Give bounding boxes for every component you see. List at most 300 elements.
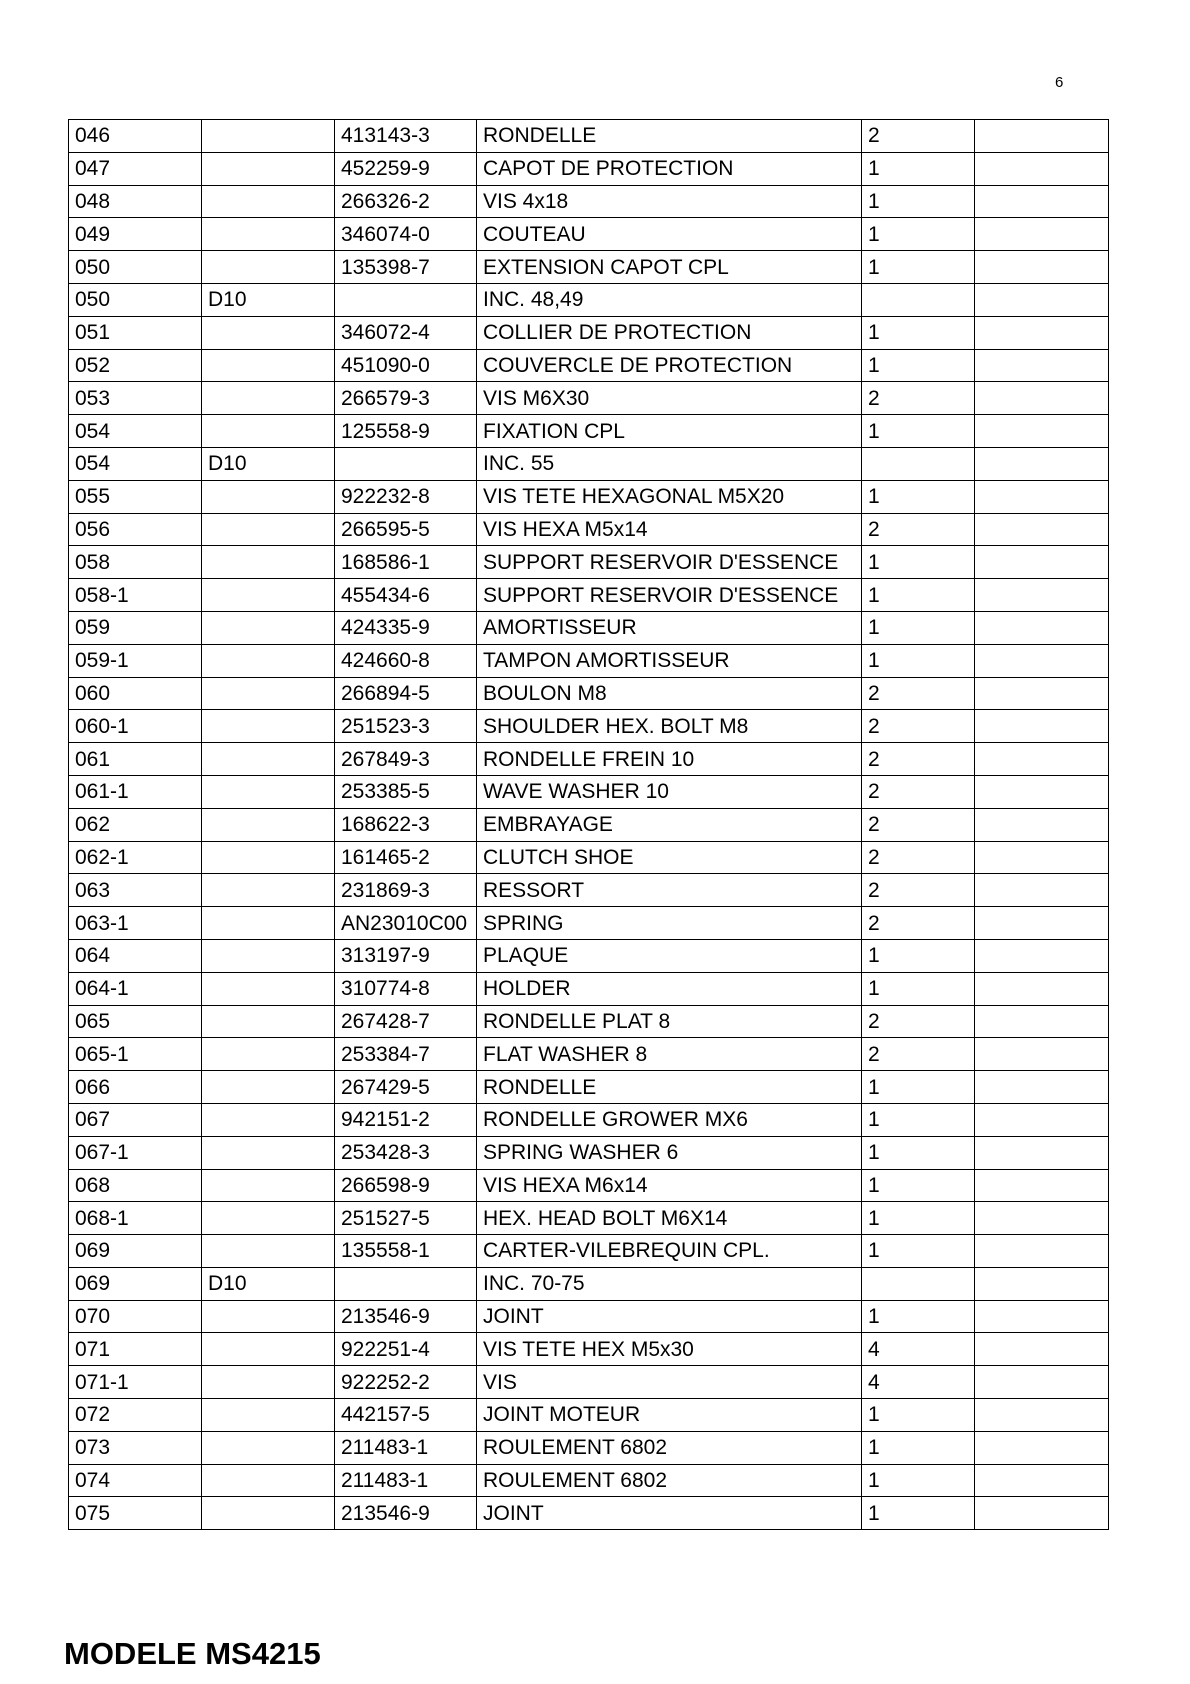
code-cell xyxy=(202,677,335,710)
description-cell: JOINT MOTEUR xyxy=(477,1399,862,1432)
description-cell: SUPPORT RESERVOIR D'ESSENCE xyxy=(477,546,862,579)
table-row xyxy=(69,1103,1109,1136)
part-number-cell: 922232-8 xyxy=(335,480,477,513)
table-row xyxy=(69,1202,1109,1235)
table-row xyxy=(69,1071,1109,1104)
note-cell xyxy=(975,1038,1109,1071)
part-number-cell xyxy=(335,1267,477,1300)
code-cell xyxy=(202,513,335,546)
code-cell xyxy=(202,579,335,612)
table-row xyxy=(69,1497,1109,1530)
table-row xyxy=(69,743,1109,776)
code-cell xyxy=(202,1235,335,1268)
table-row xyxy=(69,1333,1109,1366)
note-cell xyxy=(975,513,1109,546)
quantity-cell: 4 xyxy=(862,1366,975,1399)
quantity-cell: 2 xyxy=(862,775,975,808)
quantity-cell: 2 xyxy=(862,874,975,907)
note-cell xyxy=(975,644,1109,677)
part-number-cell: 267429-5 xyxy=(335,1071,477,1104)
table-row xyxy=(69,775,1109,808)
position-cell: 067 xyxy=(69,1103,202,1136)
note-cell xyxy=(975,447,1109,480)
position-cell: 064-1 xyxy=(69,972,202,1005)
code-cell xyxy=(202,1005,335,1038)
position-cell: 056 xyxy=(69,513,202,546)
note-cell xyxy=(975,480,1109,513)
quantity-cell: 1 xyxy=(862,1300,975,1333)
description-cell: VIS xyxy=(477,1366,862,1399)
quantity-cell: 2 xyxy=(862,677,975,710)
description-cell: RONDELLE GROWER MX6 xyxy=(477,1103,862,1136)
quantity-cell xyxy=(862,283,975,316)
quantity-cell: 2 xyxy=(862,1005,975,1038)
description-cell: AMORTISSEUR xyxy=(477,611,862,644)
quantity-cell: 1 xyxy=(862,1103,975,1136)
quantity-cell: 1 xyxy=(862,480,975,513)
part-number-cell: AN23010C00 xyxy=(335,907,477,940)
quantity-cell: 2 xyxy=(862,382,975,415)
code-cell xyxy=(202,743,335,776)
position-cell: 052 xyxy=(69,349,202,382)
code-cell xyxy=(202,775,335,808)
quantity-cell: 2 xyxy=(862,841,975,874)
description-cell: SUPPORT RESERVOIR D'ESSENCE xyxy=(477,579,862,612)
quantity-cell: 2 xyxy=(862,907,975,940)
position-cell: 067-1 xyxy=(69,1136,202,1169)
position-cell: 066 xyxy=(69,1071,202,1104)
description-cell: COUVERCLE DE PROTECTION xyxy=(477,349,862,382)
description-cell: VIS 4x18 xyxy=(477,185,862,218)
quantity-cell: 1 xyxy=(862,972,975,1005)
description-cell: INC. 48,49 xyxy=(477,283,862,316)
quantity-cell: 1 xyxy=(862,185,975,218)
description-cell: RONDELLE xyxy=(477,120,862,153)
description-cell: PLAQUE xyxy=(477,939,862,972)
code-cell xyxy=(202,1169,335,1202)
note-cell xyxy=(975,579,1109,612)
note-cell xyxy=(975,611,1109,644)
part-number-cell: 231869-3 xyxy=(335,874,477,907)
table-row xyxy=(69,677,1109,710)
description-cell: COLLIER DE PROTECTION xyxy=(477,316,862,349)
part-number-cell: 266894-5 xyxy=(335,677,477,710)
description-cell: RONDELLE xyxy=(477,1071,862,1104)
table-row xyxy=(69,1366,1109,1399)
description-cell: EXTENSION CAPOT CPL xyxy=(477,251,862,284)
table-row xyxy=(69,579,1109,612)
note-cell xyxy=(975,775,1109,808)
position-cell: 064 xyxy=(69,939,202,972)
code-cell xyxy=(202,1431,335,1464)
quantity-cell: 1 xyxy=(862,1431,975,1464)
table-row xyxy=(69,1038,1109,1071)
quantity-cell: 1 xyxy=(862,218,975,251)
code-cell xyxy=(202,972,335,1005)
description-cell: COUTEAU xyxy=(477,218,862,251)
quantity-cell: 1 xyxy=(862,1235,975,1268)
position-cell: 073 xyxy=(69,1431,202,1464)
quantity-cell: 1 xyxy=(862,316,975,349)
note-cell xyxy=(975,546,1109,579)
position-cell: 054 xyxy=(69,447,202,480)
description-cell: HOLDER xyxy=(477,972,862,1005)
code-cell xyxy=(202,185,335,218)
code-cell xyxy=(202,1038,335,1071)
part-number-cell: 346074-0 xyxy=(335,218,477,251)
quantity-cell: 1 xyxy=(862,644,975,677)
quantity-cell: 1 xyxy=(862,1399,975,1432)
note-cell xyxy=(975,1464,1109,1497)
position-cell: 050 xyxy=(69,283,202,316)
code-cell xyxy=(202,874,335,907)
note-cell xyxy=(975,841,1109,874)
position-cell: 059 xyxy=(69,611,202,644)
table-row xyxy=(69,185,1109,218)
code-cell xyxy=(202,1300,335,1333)
table-row xyxy=(69,349,1109,382)
description-cell: WAVE WASHER 10 xyxy=(477,775,862,808)
position-cell: 060 xyxy=(69,677,202,710)
page-number: 6 xyxy=(1055,74,1064,91)
note-cell xyxy=(975,677,1109,710)
quantity-cell: 2 xyxy=(862,1038,975,1071)
table-row xyxy=(69,874,1109,907)
note-cell xyxy=(975,1300,1109,1333)
part-number-cell: 942151-2 xyxy=(335,1103,477,1136)
part-number-cell: 168586-1 xyxy=(335,546,477,579)
parts-table xyxy=(68,119,1109,1530)
description-cell: RESSORT xyxy=(477,874,862,907)
quantity-cell: 1 xyxy=(862,939,975,972)
note-cell xyxy=(975,1431,1109,1464)
description-cell: FLAT WASHER 8 xyxy=(477,1038,862,1071)
note-cell xyxy=(975,251,1109,284)
quantity-cell: 1 xyxy=(862,1136,975,1169)
position-cell: 070 xyxy=(69,1300,202,1333)
description-cell: SPRING xyxy=(477,907,862,940)
part-number-cell: 213546-9 xyxy=(335,1497,477,1530)
code-cell xyxy=(202,1202,335,1235)
code-cell xyxy=(202,316,335,349)
code-cell xyxy=(202,382,335,415)
description-cell: RONDELLE FREIN 10 xyxy=(477,743,862,776)
code-cell xyxy=(202,546,335,579)
note-cell xyxy=(975,939,1109,972)
position-cell: 049 xyxy=(69,218,202,251)
quantity-cell: 1 xyxy=(862,611,975,644)
position-cell: 054 xyxy=(69,415,202,448)
part-number-cell: 253384-7 xyxy=(335,1038,477,1071)
note-cell xyxy=(975,907,1109,940)
part-number-cell: 922251-4 xyxy=(335,1333,477,1366)
model-title: MODELE MS4215 xyxy=(64,1636,321,1671)
code-cell xyxy=(202,349,335,382)
position-cell: 058-1 xyxy=(69,579,202,612)
position-cell: 075 xyxy=(69,1497,202,1530)
table-row xyxy=(69,1235,1109,1268)
position-cell: 055 xyxy=(69,480,202,513)
note-cell xyxy=(975,1235,1109,1268)
table-row xyxy=(69,152,1109,185)
part-number-cell: 266598-9 xyxy=(335,1169,477,1202)
quantity-cell: 2 xyxy=(862,120,975,153)
part-number-cell: 452259-9 xyxy=(335,152,477,185)
table-row xyxy=(69,218,1109,251)
position-cell: 061 xyxy=(69,743,202,776)
part-number-cell: 213546-9 xyxy=(335,1300,477,1333)
table-row xyxy=(69,251,1109,284)
code-cell xyxy=(202,152,335,185)
description-cell: VIS M6X30 xyxy=(477,382,862,415)
table-row xyxy=(69,415,1109,448)
note-cell xyxy=(975,808,1109,841)
note-cell xyxy=(975,316,1109,349)
part-number-cell: 424335-9 xyxy=(335,611,477,644)
position-cell: 071-1 xyxy=(69,1366,202,1399)
description-cell: BOULON M8 xyxy=(477,677,862,710)
part-number-cell: 168622-3 xyxy=(335,808,477,841)
part-number-cell: 211483-1 xyxy=(335,1431,477,1464)
note-cell xyxy=(975,349,1109,382)
note-cell xyxy=(975,1333,1109,1366)
position-cell: 046 xyxy=(69,120,202,153)
quantity-cell: 2 xyxy=(862,808,975,841)
table-row xyxy=(69,513,1109,546)
table-row xyxy=(69,808,1109,841)
table-row xyxy=(69,1005,1109,1038)
quantity-cell: 1 xyxy=(862,1202,975,1235)
part-number-cell: 211483-1 xyxy=(335,1464,477,1497)
quantity-cell: 1 xyxy=(862,1464,975,1497)
part-number-cell: 267849-3 xyxy=(335,743,477,776)
part-number-cell: 135398-7 xyxy=(335,251,477,284)
position-cell: 061-1 xyxy=(69,775,202,808)
quantity-cell: 2 xyxy=(862,513,975,546)
table-row xyxy=(69,283,1109,316)
description-cell: VIS TETE HEX M5x30 xyxy=(477,1333,862,1366)
quantity-cell: 1 xyxy=(862,546,975,579)
code-cell xyxy=(202,415,335,448)
position-cell: 069 xyxy=(69,1235,202,1268)
note-cell xyxy=(975,185,1109,218)
code-cell xyxy=(202,218,335,251)
position-cell: 059-1 xyxy=(69,644,202,677)
part-number-cell: 253428-3 xyxy=(335,1136,477,1169)
table-row xyxy=(69,1136,1109,1169)
table-row xyxy=(69,939,1109,972)
table-row xyxy=(69,611,1109,644)
position-cell: 072 xyxy=(69,1399,202,1432)
quantity-cell: 1 xyxy=(862,1497,975,1530)
note-cell xyxy=(975,1071,1109,1104)
quantity-cell: 2 xyxy=(862,743,975,776)
quantity-cell xyxy=(862,1267,975,1300)
note-cell xyxy=(975,1399,1109,1432)
position-cell: 060-1 xyxy=(69,710,202,743)
note-cell xyxy=(975,972,1109,1005)
note-cell xyxy=(975,1267,1109,1300)
quantity-cell: 1 xyxy=(862,1169,975,1202)
part-number-cell: 455434-6 xyxy=(335,579,477,612)
table-row xyxy=(69,1300,1109,1333)
note-cell xyxy=(975,1136,1109,1169)
table-row xyxy=(69,644,1109,677)
table-row xyxy=(69,1267,1109,1300)
note-cell xyxy=(975,1497,1109,1530)
quantity-cell xyxy=(862,447,975,480)
part-number-cell: 346072-4 xyxy=(335,316,477,349)
position-cell: 062 xyxy=(69,808,202,841)
position-cell: 062-1 xyxy=(69,841,202,874)
part-number-cell: 267428-7 xyxy=(335,1005,477,1038)
quantity-cell: 1 xyxy=(862,1071,975,1104)
part-number-cell xyxy=(335,447,477,480)
note-cell xyxy=(975,283,1109,316)
table-row xyxy=(69,1169,1109,1202)
code-cell xyxy=(202,611,335,644)
code-cell xyxy=(202,907,335,940)
description-cell: SHOULDER HEX. BOLT M8 xyxy=(477,710,862,743)
position-cell: 048 xyxy=(69,185,202,218)
position-cell: 047 xyxy=(69,152,202,185)
table-row xyxy=(69,972,1109,1005)
description-cell: INC. 70-75 xyxy=(477,1267,862,1300)
position-cell: 063-1 xyxy=(69,907,202,940)
description-cell: RONDELLE PLAT 8 xyxy=(477,1005,862,1038)
table-row xyxy=(69,710,1109,743)
part-number-cell: 135558-1 xyxy=(335,1235,477,1268)
code-cell xyxy=(202,1464,335,1497)
note-cell xyxy=(975,382,1109,415)
table-row xyxy=(69,1464,1109,1497)
position-cell: 065 xyxy=(69,1005,202,1038)
code-cell xyxy=(202,1136,335,1169)
position-cell: 058 xyxy=(69,546,202,579)
part-number-cell: 253385-5 xyxy=(335,775,477,808)
description-cell: CAPOT DE PROTECTION xyxy=(477,152,862,185)
quantity-cell: 1 xyxy=(862,349,975,382)
code-cell xyxy=(202,1366,335,1399)
description-cell: EMBRAYAGE xyxy=(477,808,862,841)
description-cell: VIS HEXA M5x14 xyxy=(477,513,862,546)
note-cell xyxy=(975,1005,1109,1038)
note-cell xyxy=(975,710,1109,743)
description-cell: VIS HEXA M6x14 xyxy=(477,1169,862,1202)
position-cell: 068-1 xyxy=(69,1202,202,1235)
table-row xyxy=(69,382,1109,415)
position-cell: 063 xyxy=(69,874,202,907)
table-row xyxy=(69,316,1109,349)
code-cell xyxy=(202,251,335,284)
description-cell: CLUTCH SHOE xyxy=(477,841,862,874)
code-cell xyxy=(202,1103,335,1136)
description-cell: JOINT xyxy=(477,1497,862,1530)
note-cell xyxy=(975,1366,1109,1399)
part-number-cell: 310774-8 xyxy=(335,972,477,1005)
position-cell: 053 xyxy=(69,382,202,415)
position-cell: 069 xyxy=(69,1267,202,1300)
parts-table-body xyxy=(69,120,1109,1530)
note-cell xyxy=(975,874,1109,907)
part-number-cell: 125558-9 xyxy=(335,415,477,448)
part-number-cell: 266579-3 xyxy=(335,382,477,415)
description-cell: CARTER-VILEBREQUIN CPL. xyxy=(477,1235,862,1268)
part-number-cell: 161465-2 xyxy=(335,841,477,874)
position-cell: 065-1 xyxy=(69,1038,202,1071)
quantity-cell: 1 xyxy=(862,579,975,612)
quantity-cell: 1 xyxy=(862,415,975,448)
table-row xyxy=(69,447,1109,480)
description-cell: VIS TETE HEXAGONAL M5X20 xyxy=(477,480,862,513)
table-row xyxy=(69,1399,1109,1432)
part-number-cell: 451090-0 xyxy=(335,349,477,382)
description-cell: INC. 55 xyxy=(477,447,862,480)
code-cell: D10 xyxy=(202,283,335,316)
part-number-cell: 424660-8 xyxy=(335,644,477,677)
position-cell: 051 xyxy=(69,316,202,349)
code-cell xyxy=(202,1071,335,1104)
description-cell: ROULEMENT 6802 xyxy=(477,1464,862,1497)
part-number-cell: 922252-2 xyxy=(335,1366,477,1399)
code-cell xyxy=(202,841,335,874)
note-cell xyxy=(975,415,1109,448)
description-cell: TAMPON AMORTISSEUR xyxy=(477,644,862,677)
note-cell xyxy=(975,120,1109,153)
position-cell: 068 xyxy=(69,1169,202,1202)
description-cell: HEX. HEAD BOLT M6X14 xyxy=(477,1202,862,1235)
code-cell xyxy=(202,1333,335,1366)
table-row xyxy=(69,841,1109,874)
code-cell xyxy=(202,120,335,153)
quantity-cell: 4 xyxy=(862,1333,975,1366)
quantity-cell: 2 xyxy=(862,710,975,743)
note-cell xyxy=(975,1169,1109,1202)
code-cell xyxy=(202,1399,335,1432)
table-row xyxy=(69,1431,1109,1464)
description-cell: FIXATION CPL xyxy=(477,415,862,448)
description-cell: SPRING WASHER 6 xyxy=(477,1136,862,1169)
part-number-cell: 266326-2 xyxy=(335,185,477,218)
table-row xyxy=(69,480,1109,513)
table-row xyxy=(69,546,1109,579)
note-cell xyxy=(975,743,1109,776)
code-cell xyxy=(202,480,335,513)
part-number-cell: 251523-3 xyxy=(335,710,477,743)
code-cell xyxy=(202,710,335,743)
position-cell: 074 xyxy=(69,1464,202,1497)
table-row xyxy=(69,120,1109,153)
note-cell xyxy=(975,1202,1109,1235)
description-cell: ROULEMENT 6802 xyxy=(477,1431,862,1464)
part-number-cell: 313197-9 xyxy=(335,939,477,972)
code-cell xyxy=(202,1497,335,1530)
quantity-cell: 1 xyxy=(862,152,975,185)
part-number-cell: 251527-5 xyxy=(335,1202,477,1235)
quantity-cell: 1 xyxy=(862,251,975,284)
note-cell xyxy=(975,152,1109,185)
code-cell xyxy=(202,644,335,677)
code-cell xyxy=(202,939,335,972)
part-number-cell: 413143-3 xyxy=(335,120,477,153)
part-number-cell: 266595-5 xyxy=(335,513,477,546)
position-cell: 071 xyxy=(69,1333,202,1366)
code-cell: D10 xyxy=(202,447,335,480)
table-row xyxy=(69,907,1109,940)
part-number-cell xyxy=(335,283,477,316)
position-cell: 050 xyxy=(69,251,202,284)
code-cell xyxy=(202,808,335,841)
